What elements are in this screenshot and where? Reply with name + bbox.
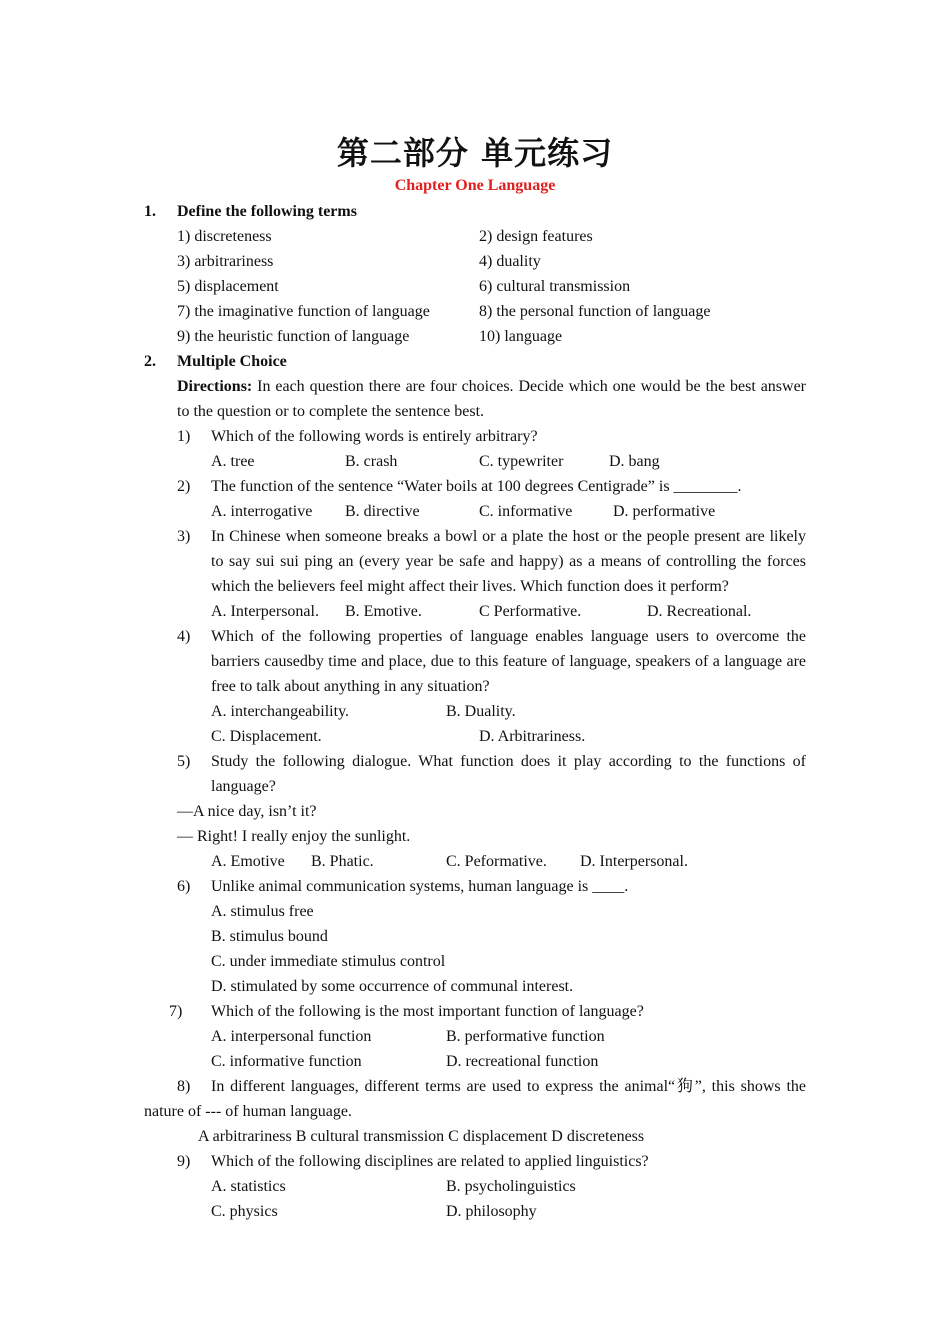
term-row [144,249,806,274]
question-number: 9) [177,1153,191,1170]
dialogue-line: — Right! I really enjoy the sunlight. [177,828,411,845]
term-item: 10) language [479,328,563,345]
options-row [144,1174,806,1199]
question-text: Which of the following is the most important function of language? [211,1003,644,1020]
option: A. Emotive [211,853,285,870]
option: B. directive [345,503,420,520]
term-item: 3) arbitrariness [177,253,274,270]
option: C Performative. [479,603,582,620]
options-row [144,974,806,999]
term-row [144,224,806,249]
question-number: 2) [177,478,191,495]
option: B. Duality. [446,703,516,720]
question [144,1074,806,1124]
question-number: 5) [177,753,191,770]
question-number: 7) [169,1003,183,1020]
option: B. crash [345,453,398,470]
section-title: Define the following terms [177,203,357,220]
question [144,524,806,599]
option: B. psycholinguistics [446,1178,576,1195]
directions-label: Directions: [177,378,253,395]
option: B. Phatic. [311,853,374,870]
question [144,749,806,799]
question-number: 3) [177,528,191,545]
option: A. interchangeability. [211,703,350,720]
options-row [144,699,806,724]
term-item: 1) discreteness [177,228,272,245]
question-text: The function of the sentence “Water boils at 100 degrees Centigrade” is ________. [211,478,742,495]
directions-text: In each question there are four choices. Decide which one would be the best answer to the question or to complete the sentence best. [177,378,806,420]
options-row [144,924,806,949]
option: C. informative function [211,1053,362,1070]
option: D. philosophy [446,1203,537,1220]
option: A. stimulus free [211,903,314,920]
term-item: 4) duality [479,253,541,270]
option: A. interpersonal function [211,1028,372,1045]
option: A. interrogative [211,503,313,520]
option: C. typewriter [479,453,564,470]
option: D. bang [609,453,660,470]
question [144,999,806,1024]
question [144,874,806,899]
options-row [144,1024,806,1049]
term-item: 8) the personal function of language [479,303,711,320]
question-text: In Chinese when someone breaks a bowl or a plate the host or the people present are likely to say sui sui ping an (every year be safe and happy) as a means of controlling the forces which the believers feel might affect their lives. Which function does it perform? [211,528,806,595]
question-text: Study the following dialogue. What function does it play according to the functions of language? [211,753,806,795]
question-text: Unlike animal communication systems, human language is ____. [211,878,629,895]
question-number: 8) [177,1078,191,1095]
option: C. informative [479,503,573,520]
options-row [144,599,806,624]
section-title: Multiple Choice [177,353,287,370]
term-row [144,274,806,299]
option: B. performative function [446,1028,605,1045]
options-row [144,724,806,749]
options-row [144,449,806,474]
question-number: 6) [177,878,191,895]
question-number: 4) [177,628,191,645]
option: D. Arbitrariness. [479,728,586,745]
term-item: 9) the heuristic function of language [177,328,410,345]
chapter-title: Chapter One Language [394,177,556,194]
dialogue-line: —A nice day, isn’t it? [177,803,317,820]
option: D. recreational function [446,1053,599,1070]
option: C. physics [211,1203,278,1220]
option: C. under immediate stimulus control [211,953,446,970]
question-number: 1) [177,428,191,445]
option: B. stimulus bound [211,928,328,945]
section-heading [144,199,806,224]
exercise-content [144,199,806,1224]
section-heading [144,349,806,374]
term-item: 7) the imaginative function of language [177,303,430,320]
option: B. Emotive. [345,603,422,620]
options-row [144,1049,806,1074]
question [144,424,806,449]
question [144,474,806,499]
options-row [144,1199,806,1224]
question [144,624,806,699]
option: A. Interpersonal. [211,603,319,620]
section-number: 1. [144,203,156,220]
term-item: 2) design features [479,228,593,245]
section-number: 2. [144,353,156,370]
option: C. Displacement. [211,728,322,745]
question-text: Which of the following disciplines are related to applied linguistics? [211,1153,649,1170]
options-row [144,499,806,524]
term-row [144,324,806,349]
option: D. Recreational. [647,603,752,620]
question-text: Which of the following properties of language enables language users to overcome the barriers causedby time and place, due to this feature of language, speakers of a language are free to talk about anything in any situation? [211,628,806,695]
option: D. stimulated by some occurrence of communal interest. [211,978,574,995]
option: A. statistics [211,1178,286,1195]
option: D. Interpersonal. [580,853,688,870]
term-item: 5) displacement [177,278,279,295]
option: A. tree [211,453,255,470]
options-line: A arbitrariness B cultural transmission C displacement D discreteness [198,1128,645,1145]
term-item: 6) cultural transmission [479,278,631,295]
options-row [144,949,806,974]
question [144,1149,806,1174]
directions [144,374,806,424]
options-row [144,849,806,874]
term-row [144,299,806,324]
option: D. performative [613,503,716,520]
question-text: In different languages, different terms are used to express the animal“狗”, this shows the nature of --- of human language. [144,1078,806,1120]
options-row [144,899,806,924]
option: C. Peformative. [446,853,547,870]
page-title: 第二部分 单元练习 [336,134,614,172]
question-text: Which of the following words is entirely arbitrary? [211,428,538,445]
